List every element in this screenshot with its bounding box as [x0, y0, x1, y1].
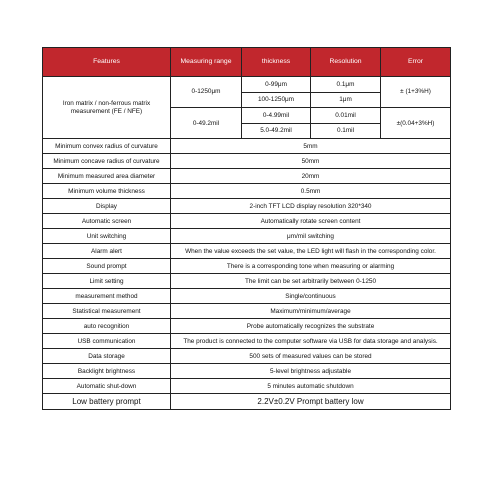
- spec-value: There is a corresponding tone when measuring or alarming: [171, 259, 451, 274]
- spec-label: Unit switching: [43, 229, 171, 244]
- spec-label: USB communication: [43, 334, 171, 349]
- spec-value: 5 minutes automatic shutdown: [171, 379, 451, 394]
- spec-row: [43, 199, 451, 214]
- spec-row: [43, 319, 451, 334]
- header-measuring-range: Measuring range: [171, 48, 242, 77]
- spec-label: auto recognition: [43, 319, 171, 334]
- range-cell: 0-49.2mil: [171, 108, 242, 139]
- header-row: [43, 48, 451, 77]
- spec-value: 500 sets of measured values can be stored: [171, 349, 451, 364]
- spec-value: Automatically rotate screen content: [171, 214, 451, 229]
- spec-label: measurement method: [43, 289, 171, 304]
- spec-row: [43, 394, 451, 410]
- range-cell: 0-1250μm: [171, 77, 242, 108]
- spec-label: Sound prompt: [43, 259, 171, 274]
- spec-value: 5-level brightness adjustable: [171, 364, 451, 379]
- spec-row: [43, 364, 451, 379]
- spec-label: Limit setting: [43, 274, 171, 289]
- spec-value: Single/continuous: [171, 289, 451, 304]
- spec-value: The product is connected to the computer software via USB for data storage and analysis.: [171, 334, 451, 349]
- spec-row: [43, 274, 451, 289]
- spec-value: Maximum/minimum/average: [171, 304, 451, 319]
- header-features: Features: [43, 48, 171, 77]
- error-cell: ±(0.04+3%H): [381, 108, 451, 139]
- spec-row: [43, 184, 451, 199]
- spec-value: 20mm: [171, 169, 451, 184]
- spec-value: 5mm: [171, 139, 451, 154]
- spec-label: Data storage: [43, 349, 171, 364]
- resolution-cell: 0.1μm: [311, 77, 381, 93]
- thickness-cell: 100-1250μm: [242, 92, 311, 108]
- spec-label: Minimum measured area diameter: [43, 169, 171, 184]
- spec-label: Statistical measurement: [43, 304, 171, 319]
- spec-label: Automatic screen: [43, 214, 171, 229]
- spec-value: Probe automatically recognizes the substrate: [171, 319, 451, 334]
- spec-row: [43, 289, 451, 304]
- spec-value: 50mm: [171, 154, 451, 169]
- header-thickness: thickness: [242, 48, 311, 77]
- spec-row: [43, 214, 451, 229]
- spec-row: [43, 154, 451, 169]
- spec-row: [43, 349, 451, 364]
- spec-row: [43, 169, 451, 184]
- thickness-cell: 5.0-49.2mil: [242, 123, 311, 139]
- spec-label: Alarm alert: [43, 244, 171, 259]
- spec-value: The limit can be set arbitrarily between 0-1250: [171, 274, 451, 289]
- spec-label: Minimum volume thickness: [43, 184, 171, 199]
- header-resolution: Resolution: [311, 48, 381, 77]
- spec-label: Minimum convex radius of curvature: [43, 139, 171, 154]
- spec-value: 2-inch TFT LCD display resolution 320*340: [171, 199, 451, 214]
- spec-row: [43, 229, 451, 244]
- spec-label: Automatic shut-down: [43, 379, 171, 394]
- spec-label: Minimum concave radius of curvature: [43, 154, 171, 169]
- resolution-cell: 1μm: [311, 92, 381, 108]
- spec-row: [43, 244, 451, 259]
- spec-value: When the value exceeds the set value, the LED light will flash in the corresponding color.: [171, 244, 451, 259]
- spec-row: [43, 259, 451, 274]
- thickness-cell: 0-99μm: [242, 77, 311, 93]
- spec-value: 0.5mm: [171, 184, 451, 199]
- spec-label: Display: [43, 199, 171, 214]
- spec-value: 2.2V±0.2V Prompt battery low: [171, 394, 451, 410]
- spec-label: Low battery prompt: [43, 394, 171, 410]
- spec-row: [43, 139, 451, 154]
- resolution-cell: 0.01mil: [311, 108, 381, 124]
- spec-row: [43, 379, 451, 394]
- matrix-row: [43, 77, 451, 93]
- specifications-table: [42, 47, 451, 410]
- spec-row: [43, 304, 451, 319]
- error-cell: ± (1+3%H): [381, 77, 451, 108]
- spec-label: Backlight brightness: [43, 364, 171, 379]
- matrix-feature-cell: Iron matrix / non-ferrous matrix measurement (FE / NFE): [43, 77, 171, 139]
- spec-row: [43, 334, 451, 349]
- resolution-cell: 0.1mil: [311, 123, 381, 139]
- spec-value: μm/mil switching: [171, 229, 451, 244]
- thickness-cell: 0-4.99mil: [242, 108, 311, 124]
- header-error: Error: [381, 48, 451, 77]
